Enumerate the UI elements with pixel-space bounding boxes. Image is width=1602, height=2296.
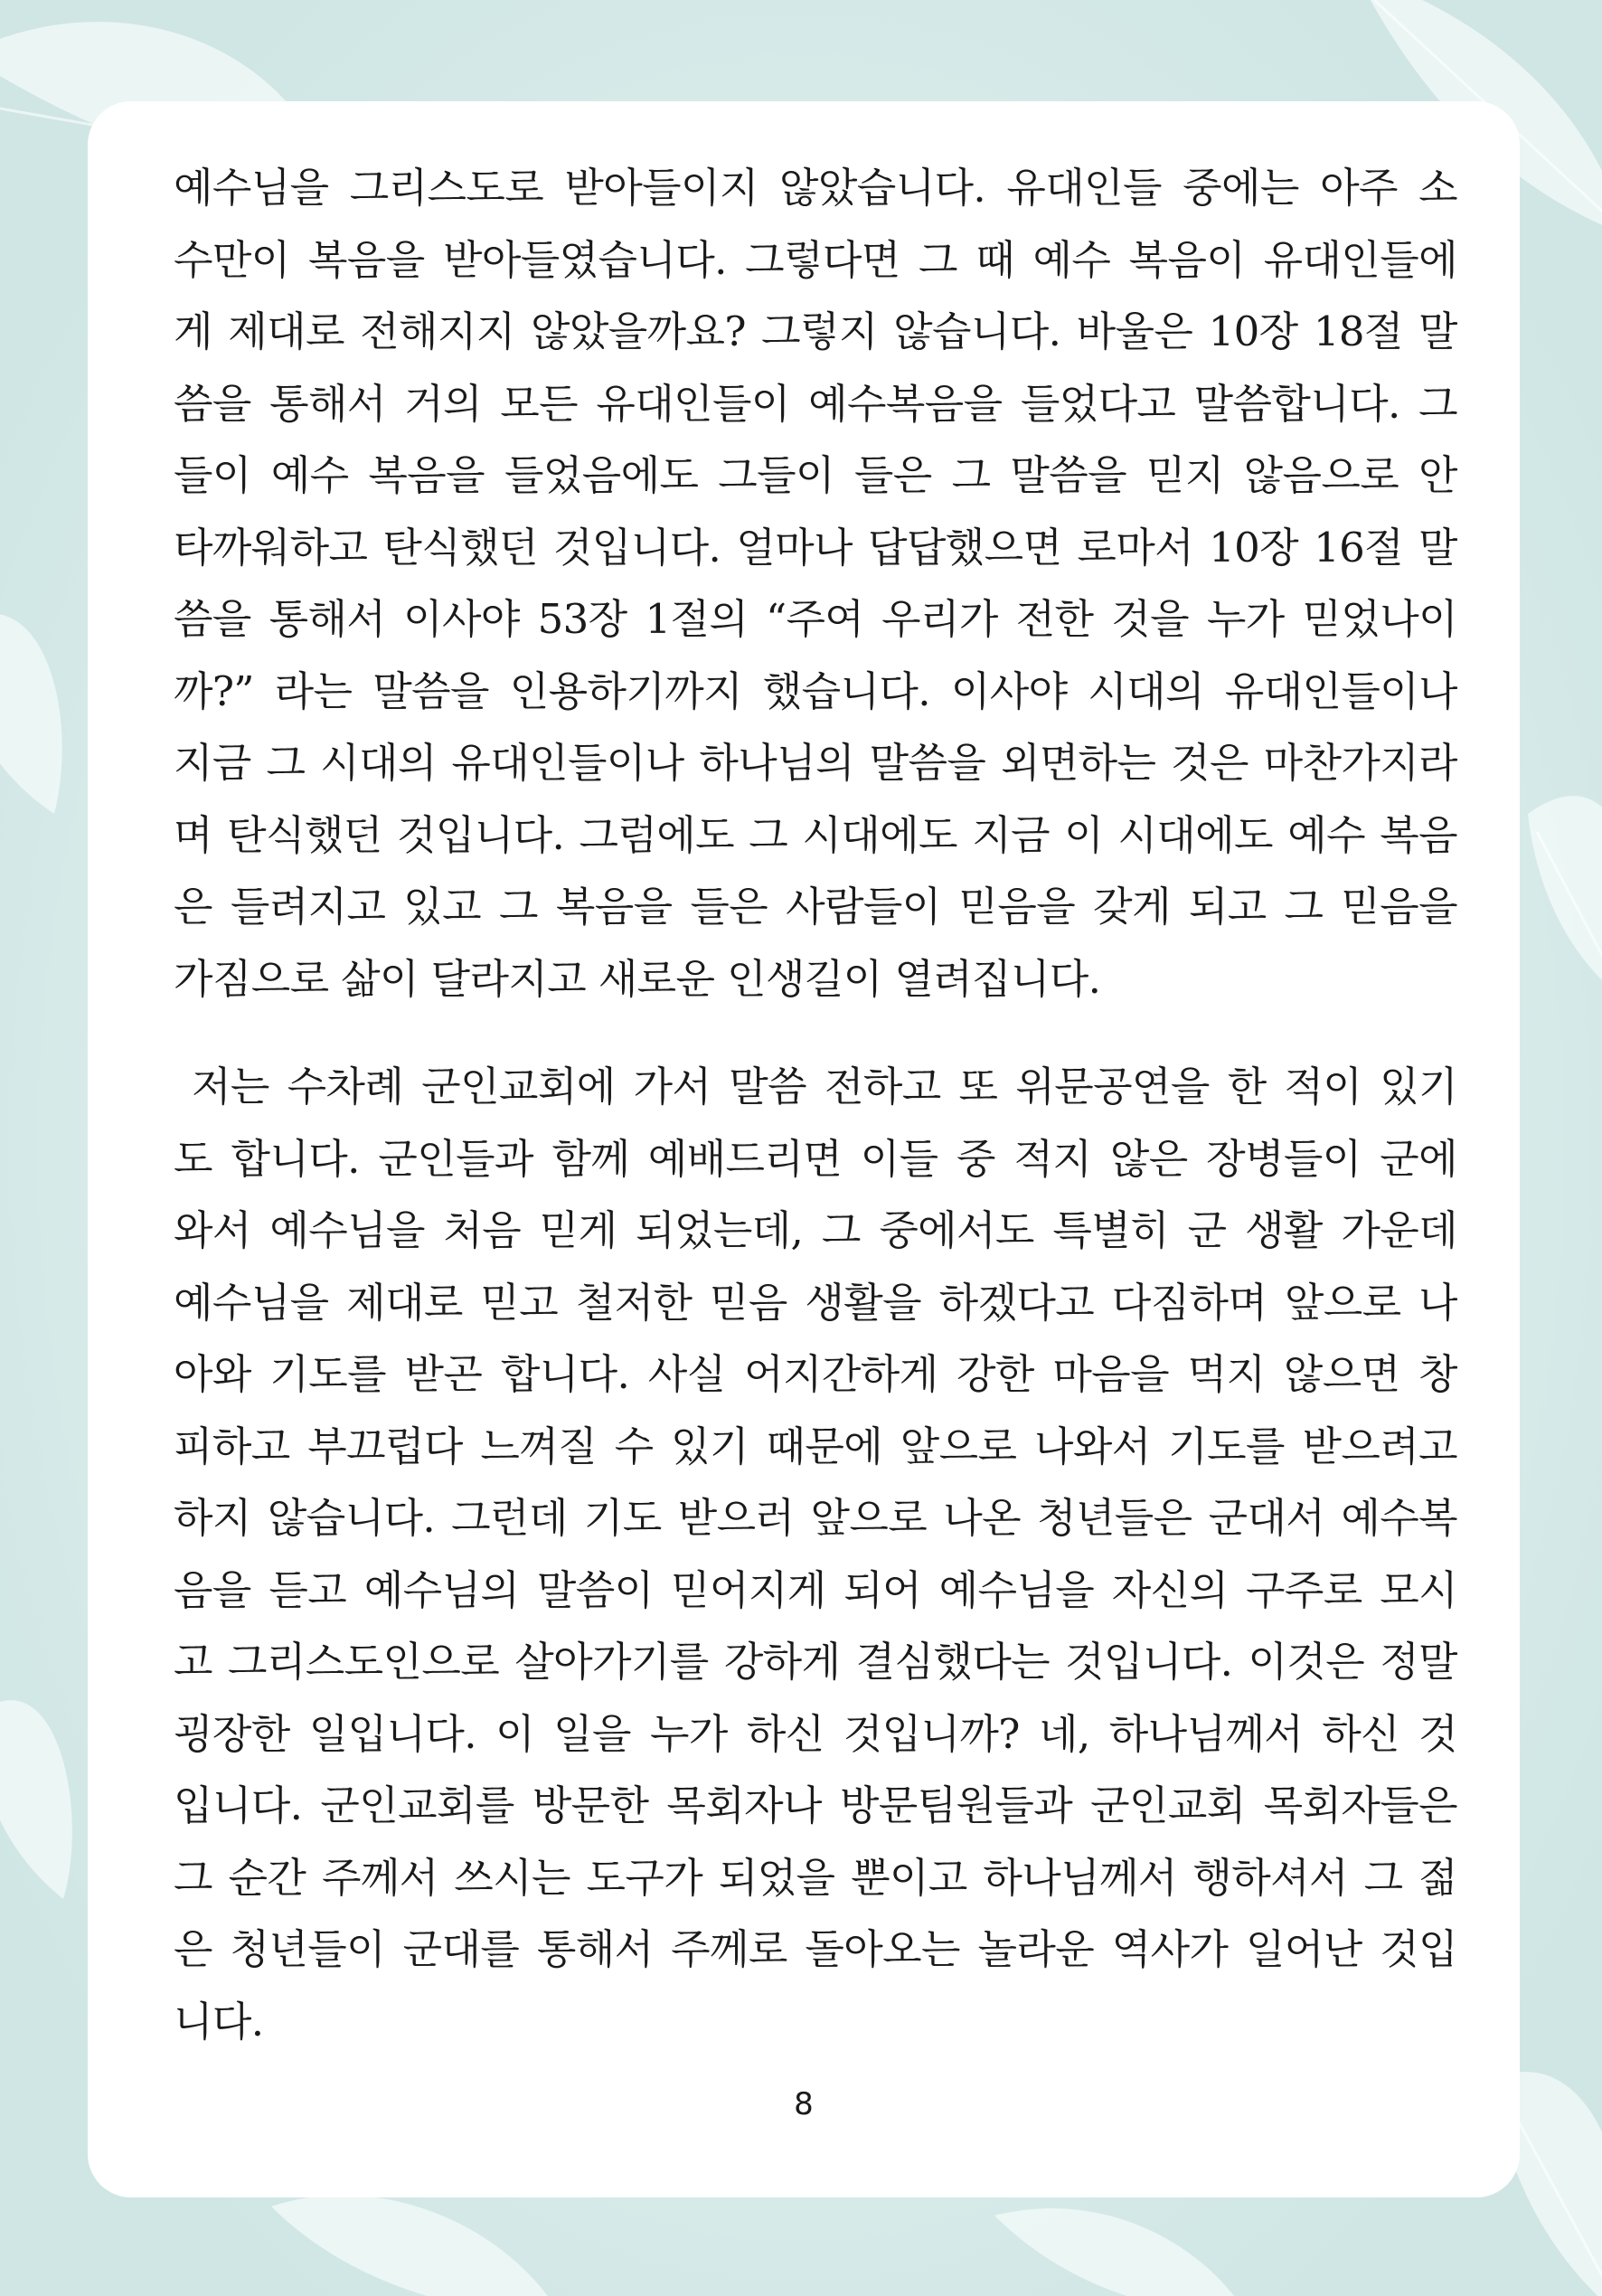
- text-line: 들이 예수 복음을 들었음에도 그들이 들은 그 말씀을 믿지 않음으로 안: [174, 451, 1457, 499]
- page-number: 8: [794, 2086, 814, 2122]
- text-line: 은 청년들이 군대를 통해서 주께로 돌아오는 놀라운 역사가 일어난 것입: [174, 1925, 1457, 1973]
- page-card: [88, 101, 1520, 2197]
- text-line: 굉장한 일입니다. 이 일을 누가 하신 것입니까? 네, 하나님께서 하신 것: [174, 1709, 1457, 1758]
- text-line: 그 순간 주께서 쓰시는 도구가 되었을 뿐이고 하나님께서 행하셔서 그 젊: [174, 1853, 1457, 1902]
- text-line: 고 그리스도인으로 살아가기를 강하게 결심했다는 것입니다. 이것은 정말: [174, 1638, 1457, 1686]
- text-line: 씀을 통해서 거의 모든 유대인들이 예수복음을 들었다고 말씀합니다. 그: [174, 379, 1457, 428]
- text-line: 도 합니다. 군인들과 함께 예배드리면 이들 중 적지 않은 장병들이 군에: [174, 1134, 1457, 1183]
- text-line: 아와 기도를 받곤 합니다. 사실 어지간하게 강한 마음을 먹지 않으면 창: [174, 1350, 1457, 1398]
- text-line: 입니다. 군인교회를 방문한 목회자나 방문팀원들과 군인교회 목회자들은: [174, 1781, 1457, 1829]
- text-line: 며 탄식했던 것입니다. 그럼에도 그 시대에도 지금 이 시대에도 예수 복음: [174, 810, 1457, 859]
- text-line: 니다.: [174, 1997, 264, 2046]
- text-line: 와서 예수님을 처음 믿게 되었는데, 그 중에서도 특별히 군 생활 가운데: [174, 1206, 1457, 1254]
- text-line: 까?” 라는 말씀을 인용하기까지 했습니다. 이사야 시대의 유대인들이나: [174, 666, 1457, 715]
- text-line: 은 들려지고 있고 그 복음을 들은 사람들이 믿음을 갖게 되고 그 믿음을: [174, 883, 1457, 931]
- text-line: 수만이 복음을 받아들였습니다. 그렇다면 그 때 예수 복음이 유대인들에: [174, 235, 1457, 284]
- paragraph-2: [174, 1051, 1457, 2057]
- text-line: 가짐으로 삶이 달라지고 새로운 인생길이 열려집니다.: [174, 954, 1101, 1003]
- text-line: 음을 듣고 예수님의 말씀이 믿어지게 되어 예수님을 자신의 구주로 모시: [174, 1565, 1457, 1614]
- text-line: 저는 수차례 군인교회에 가서 말씀 전하고 또 위문공연을 한 적이 있기: [174, 1063, 1457, 1110]
- text-line: 지금 그 시대의 유대인들이나 하나님의 말씀을 외면하는 것은 마찬가지라: [174, 739, 1457, 787]
- text-line: 예수님을 그리스도로 받아들이지 않았습니다. 유대인들 중에는 아주 소: [174, 164, 1457, 212]
- text-line: 씀을 통해서 이사야 53장 1절의 “주여 우리가 전한 것을 누가 믿었나이: [174, 595, 1457, 643]
- text-line: 타까워하고 탄식했던 것입니다. 얼마나 답답했으면 로마서 10장 16절 말: [174, 523, 1457, 572]
- text-line: 예수님을 제대로 믿고 철저한 믿음 생활을 하겠다고 다짐하며 앞으로 나: [174, 1278, 1457, 1327]
- text-line: 게 제대로 전해지지 않았을까요? 그렇지 않습니다. 바울은 10장 18절 말: [174, 307, 1457, 355]
- text-line: 하지 않습니다. 그런데 기도 받으러 앞으로 나온 청년들은 군대서 예수복: [174, 1494, 1457, 1542]
- text-line: 피하고 부끄럽다 느껴질 수 있기 때문에 앞으로 나와서 기도를 받으려고: [174, 1422, 1457, 1470]
- paragraph-1: [174, 152, 1457, 1015]
